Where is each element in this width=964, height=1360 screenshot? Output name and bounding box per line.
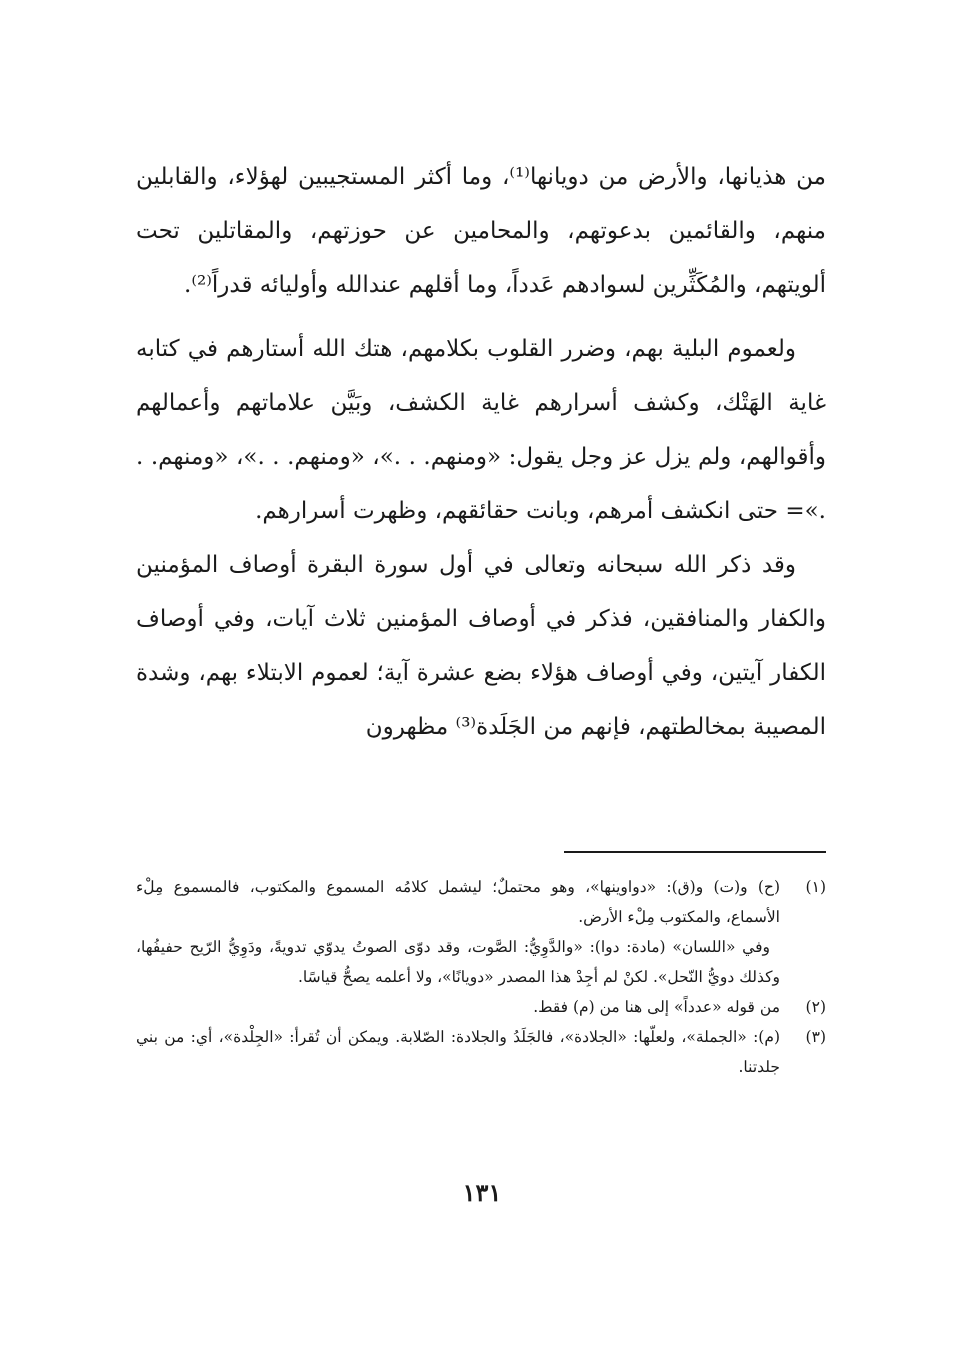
footnote-divider [564, 851, 826, 853]
paragraph-1: من هذيانها، والأرض من دويانها⁽¹⁾، وما أكثر المستجيبين لهؤلاء، والقابلين منهم، والقائمين بدعوتهم، والمحامين عن حوزتهم، والمقاتلين تحت ألويتهم، والمُكَثِّرين لسوادهم عَدداً، وما أقلهم عندالله وأوليائه قدراً⁽²⁾. [136, 164, 826, 298]
footnote-text: (م): «الجملة»، ولعلّها: «الجلادة»، فالجَلَدُ والجلادة: الصّلابة. ويمكن أن تُقرأ: «الجِلْدة»، أي: من بني جلدتنا. [136, 1028, 780, 1076]
paragraph-2: ولعموم البلية بهم، وضرر القلوب بكلامهم، هتك الله أستارهم في كتابه غاية الهَتْك، وكشف أسرارهم غاية الكشف، وبَيَّن علاماتهم وأعمالهم وأقوالهم، ولم يزل عز وجل يقول: «ومنهم. . .»، «ومنهم. . .»، «ومنهم. . .»= حتى انكشف أمرهم، وبانت حقائقهم، وظهرت أسرارهم. [136, 336, 826, 524]
paragraph-3: وقد ذكر الله سبحانه وتعالى في أول سورة البقرة أوصاف المؤمنين والكفار والمنافقين، فذكر في أوصاف المؤمنين ثلاث آيات، وفي أوصاف الكفار آيتين، وفي أوصاف هؤلاء بضع عشرة آية؛ لعموم الابتلاء بهم، وشدة المصيبة بمخالطتهم، فإنهم من الجَلَدة⁽³⁾ مظهرون [136, 552, 826, 740]
footnote-number: (٣) [805, 1028, 826, 1046]
footnote-text: وفي «اللسان» (مادة: دوا): «والدَّوِيُّ: الصَّوت، وقد دوّى الصوتُ يدوّي تدويةً، ودَوِيُّ الرّيح حفيفُها، وكذلك دويُّ النّحل». لكنْ لم أجِدْ هذا المصدر «دويانًا»، ولا أعلمه يصحُّ قياسًا. [136, 938, 780, 986]
footnote-1 [136, 872, 826, 992]
main-text [136, 150, 826, 754]
footnote-number: (٢) [805, 998, 826, 1016]
footnote-3 [136, 1022, 826, 1082]
page-number: ١٣١ [462, 1178, 502, 1207]
footnote-text: (ح) و(ت) و(ق): «دواوينها»، وهو محتملٌ؛ ليشمل كلامُه المسموع والمكتوب، فالمسموع مِلْء الأسماع، والمكتوب مِلْء الأرض. [136, 878, 780, 926]
footnote-text: من قوله «عدداً» إلى هنا من (م) فقط. [533, 998, 780, 1016]
footnote-2 [136, 992, 826, 1022]
footnote-number: (١) [805, 878, 826, 896]
footnotes [136, 872, 826, 1082]
